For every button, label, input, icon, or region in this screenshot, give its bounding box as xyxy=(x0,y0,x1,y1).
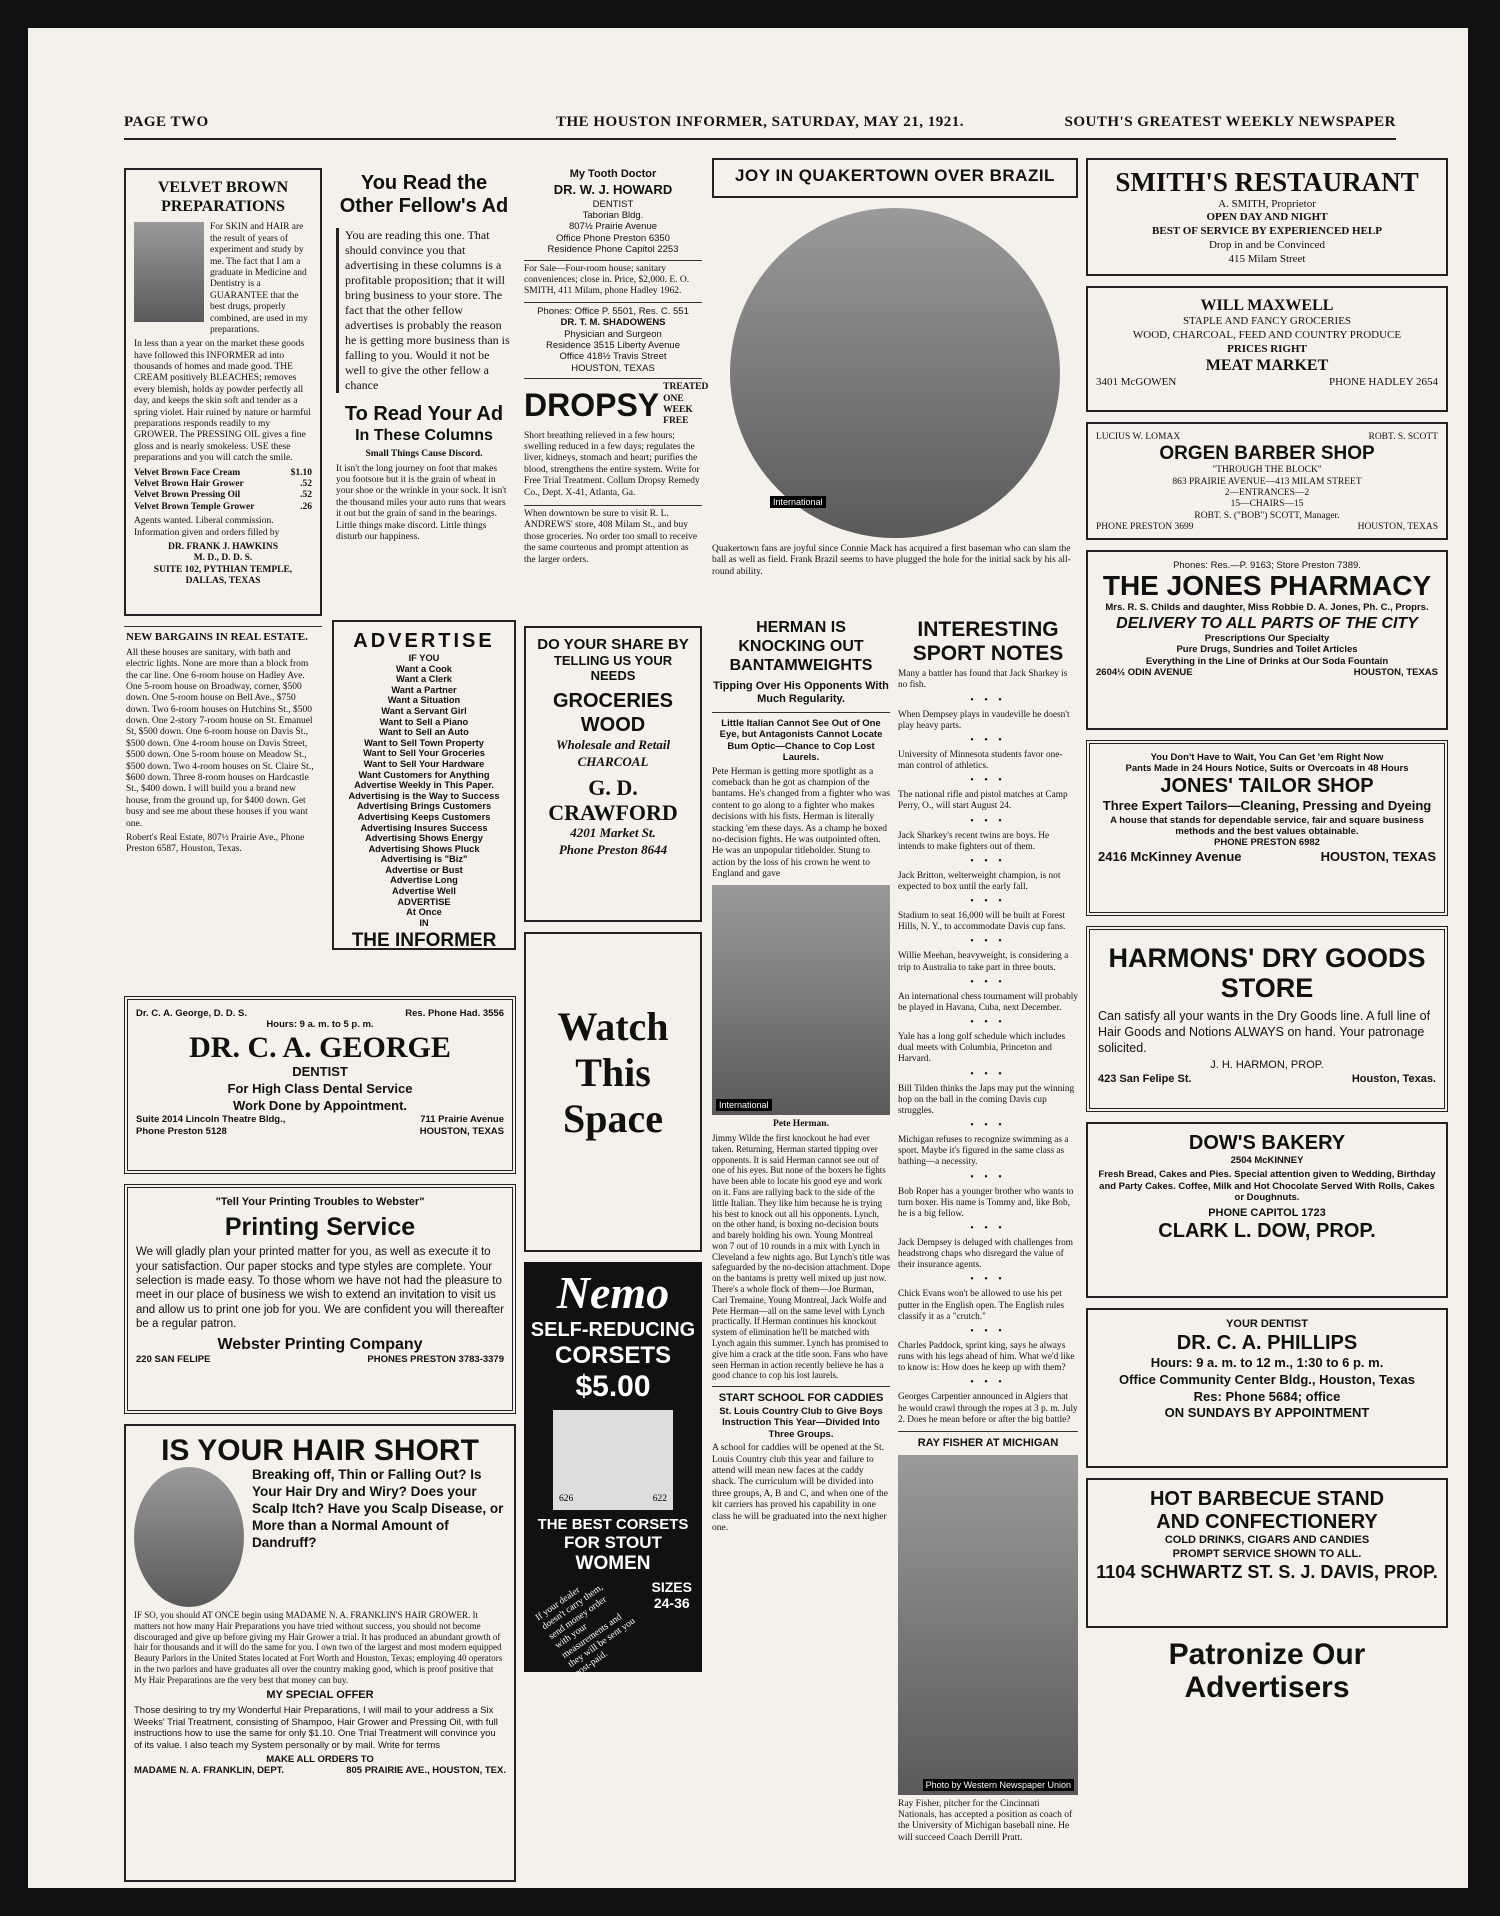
read-ad-title-2: To Read Your Ad xyxy=(344,403,504,425)
newspaper-page xyxy=(28,28,1468,1888)
real-estate-ad xyxy=(124,626,322,935)
advertise-line: Advertising Insures Success xyxy=(360,822,488,833)
sport-note: University of Minnesota students favor one-man control of athletics. xyxy=(898,749,1063,772)
advertise-line: Advertising is "Biz" xyxy=(380,854,468,865)
sport-note: When Dempsey plays in vaudeville he doesn't play heavy parts. xyxy=(898,709,1070,731)
hair-short-ad: IS YOUR HAIR SHORT Breaking off, Thin or Falling Out? Is Your Hair Dry and Wiry? Does your Scalp Itch? Have you Scalp Disease, or More than a Normal Amount of Dandruff? IF SO, you should AT ONCE begin using MADAME N. A. FRANKLIN'S HAIR GROWER. It matters not how many Hair Preparations you have tried without success, you should not become discouraged and give up before giving my Hair Grower a trial. It has produced an abundant growth of hair for thousands and it will do the same for you. I own two of the largest and most modern equipped Beauty Parlors in the United States located at Fort Worth and Houston, Texas; employing 40 operators in the two parlors and have graduates all over the country making good, which is proof positive that My Hair Preparations are the very best that money can buy. MY SPECIAL OFFER Those desiring to try my Wonderful Hair Preparations, I will mail to your address a Six Weeks' Trial Treatment, consisting of Shampoo, Hair Grower and Pressing Oil, with full instructions how to use the same for only $1.10. One Trial Treatment will convince you of its value. I also teach my System personally or by mail. Write for terms MAKE ALL ORDERS TO MADAME N. A. FRANKLIN, DEPT. 805 PRAIRIE AVE., HOUSTON, TEX. xyxy=(124,1424,516,1882)
advertise-line: Want to Sell Town Property xyxy=(364,737,484,748)
quaker-title: JOY IN QUAKERTOWN OVER BRAZIL xyxy=(735,166,1055,185)
sport-note: Willie Meehan, heavyweight, is considering a trip to Australia to take part in three bouts. xyxy=(898,951,1069,973)
harmon-ad: HARMONS' DRY GOODS STORE Can satisfy all your wants in the Dry Goods line. A full line of Hair Goods and Notions ALWAYS on hand. Your patronage solicited. J. H. HARMON, PROP. 423 San Felipe St. Houston, Texas. xyxy=(1086,926,1448,1112)
note-separator: • • • xyxy=(970,896,1006,908)
note-separator: • • • xyxy=(970,1017,1006,1029)
column-3 xyxy=(524,168,709,1828)
column-3-top xyxy=(524,168,709,616)
read-ad-title: You Read the Other Fellow's Ad xyxy=(339,172,509,217)
advertise-line: Advertise or Bust xyxy=(385,864,463,875)
howard-ad: My Tooth Doctor DR. W. J. HOWARD DENTIST Taborian Bldg. 807½ Prairie Avenue Office Phone Preston 6350 Residence Phone Capitol 2253 xyxy=(524,168,702,261)
quaker-title-box xyxy=(712,158,1078,198)
sport-notes-title: INTERESTING SPORT NOTES xyxy=(912,618,1064,666)
page-number: PAGE TWO xyxy=(124,114,209,130)
orgen-barber-ad: LUCIUS W. LOMAX ROBT. S. SCOTT ORGEN BARBER SHOP "THROUGH THE BLOCK" 863 PRAIRIE AVENUE—413 MILAM STREET 2—ENTRANCES—2 15—CHAIRS—15 ROBT. S. ("BOB") SCOTT, Manager. PHONE PRESTON 3699 HOUSTON, TEXAS xyxy=(1086,422,1448,540)
barbecue-ad: HOT BARBECUE STAND AND CONFECTIONERY COLD DRINKS, CIGARS AND CANDIES PROMPT SERVICE SHOWN TO ALL. 1104 SCHWARTZ ST. S. J. DAVIS, PROP. xyxy=(1086,1478,1448,1628)
advertise-footer: THE INFORMER xyxy=(351,930,497,952)
real-estate-body: All these houses are sanitary, with bath and electric lights. None are more than a block from the car line. One 6-room house on Hadley Ave. One 5-room house on Broadway, corner, $500 down. One 5-room house on Bell Ave., $750 down. Two 6-room houses on Hutchins St., $500 down. One 2-story 7-room house on St. Emanuel St, $500 down. One 6-room house on Davis St., $500 down. One 4-room house on Davis Street, $500 down. One 5-room house on Meadow St., $500 down. Two 4-room houses on St. Claire St., $600 down. Three 8-room houses on Hardcastle St., $400 down. I will build you a brand new house, from the ground up, for $400 down. Get busy and see me about these houses if you want one. xyxy=(126,647,314,829)
advertise-line: Want a Partner xyxy=(391,684,457,695)
discord-title: Small Things Cause Discord. xyxy=(365,449,483,460)
patronize-banner: Patronize Our Advertisers xyxy=(1168,1638,1366,1704)
for-sale-ad: For Sale—Four-room house; sanitary conveniences; close in. Price, $2,000. E. O. SMITH, 411 Milam, phone Hadley 1962. xyxy=(524,264,702,303)
velvet-intro: For SKIN and HAIR are the result of years of experiment and study by me. The fact that I am a graduate in Medicine and Dentistry is a GUARANTEE that the best drugs, properly combined, are used in my preparations. xyxy=(210,222,308,335)
sport-note: An international chess tournament will probably be played in Havana, Cuba, next December. xyxy=(898,991,1078,1013)
advertise-line: Advertising is the Way to Success xyxy=(348,790,500,801)
read-your-ad xyxy=(332,168,516,610)
advertise-line: Advertising Keeps Customers xyxy=(357,811,491,822)
note-separator: • • • xyxy=(970,1120,1006,1132)
velvet-signature: DR. FRANK J. HAWKINS M. D., D. D. S. SUITE 102, PYTHIAN TEMPLE, DALLAS, TEXAS xyxy=(153,541,293,587)
maxwell-ad: WILL MAXWELL STAPLE AND FANCY GROCERIES WOOD, CHARCOAL, FEED AND COUNTRY PRODUCE PRICES RIGHT MEAT MARKET 3401 McGOWEN PHONE HADLEY 2654 xyxy=(1086,286,1448,412)
read-ad-body: You are reading this one. That should convince you that advertising in these columns is a profitable proposition; that it will bring business to your store. The fact that the other fellow advertises is probably the reason he is getting more business than is falling to you. Would it not be well to give the other fellow a chance xyxy=(336,228,512,393)
printing-ad: "Tell Your Printing Troubles to Webster" Printing Service We will gladly plan your printed matter for you, as well as execute it to your satisfaction. Our paper stocks and type styles are complete. Your selection is made easy. To those whom we have not had the pleasure to meet in our place of business we wish to extend an invitation to visit us and allow us to print one job for you. We are confident you will thereafter be a regular patron. Webster Printing Company 220 SAN FELIPE PHONES PRESTON 3783-3379 xyxy=(124,1184,516,1414)
note-separator: • • • xyxy=(970,1377,1006,1389)
sport-note: Yale has a long golf schedule which includes dual meets with Columbia, Princeton and Harvard. xyxy=(898,1032,1066,1065)
corset-illustration: 626 622 xyxy=(553,1410,673,1510)
sport-note: Many a battler has found that Jack Sharkey is no fish. xyxy=(898,669,1068,691)
quaker-caption: Quakertown fans are joyful since Connie Mack has acquired a first baseman who can slam the ball as well as field. Frank Brazil seems to have plugged the hole for the initial sack by his all-round ability. xyxy=(712,544,1071,577)
advertise-line: ADVERTISE xyxy=(397,896,451,907)
brazil-photo: International xyxy=(730,208,1060,538)
herman-column: HERMAN IS KNOCKING OUT BANTAMWEIGHTS Tipping Over His Opponents With Much Regularity. Little Italian Cannot See Out of One Eye, but Antagonists Cannot Locate Bum Optic—Chance to Cop Lost Laurels. Pete Herman is getting more spotlight as a comeback than he got as champion of the bantams. He's changed from a fighter who was content to go along to a fighter who makes decisions with his fists. Herman is literally stacking 'em these days. As a champ he boxed no-decision fights. He was outpointed often. He was an unpopular titleholder. Stung to action by the loss of his crown he went to England and gave International Pete Herman. Jimmy Wilde the first knockout he had ever taken. Returning, Herman started tipping over opponents. It is said Herman cannot see out of one of his eyes. But none of the boxers he fights have been able to locate his good eye and work on it. Fans are rallying back to the side of the little Italian. They like him because he is trying his best to knock out all his opponents. Lynch, on the other hand, is boxing no-decision bouts and barely holding his own. Young Montreal won 7 out of 10 rounds in a mix with Lynch in Cleveland a few nights ago. But Lynch's title was safeguarded by the no-decision attachment. Dope on the bantams is pretty well mixed up just now. There's a whole flock of them—Joe Burman, Carl Tremaine, Young Montreal, Jack Wolfe and Pete Herman—all on the same level with Lynch practically. If Herman continues his knockout system of elimination he'll be matched with Lynch again this summer. Lynch has promised to give him a crack at the title soon. Fans who have seen Herman in action recently believe he has a good chance to cop his lost laurels. START SCHOOL FOR CADDIES St. Louis Country Club to Give Boys Instruction This Year—Divided Into Three Groups. A school for caddies will be opened at the St. Louis Country club this year and failure to attend will mean new faces at the caddy shack. The curriculum will be divided into three groups, A, B and C, and when one of the kit carriers has proved his capability in one class he will be graduated into the next higher one. xyxy=(712,619,890,1533)
velvet-agents: Agents wanted. Liberal commission. Information given and orders filled by xyxy=(134,516,280,538)
phillips-ad: YOUR DENTIST DR. C. A. PHILLIPS Hours: 9 a. m. to 12 m., 1:30 to 6 p. m. Office Community Center Bldg., Houston, Texas Res: Phone 5684; office ON SUNDAYS BY APPOINTMENT xyxy=(1086,1308,1448,1468)
real-estate-title: NEW BARGAINS IN REAL ESTATE. xyxy=(126,631,308,643)
woman-portrait xyxy=(134,1467,244,1607)
herman-photo: International xyxy=(712,885,890,1115)
advertise-line: Advertising Shows Energy xyxy=(365,833,483,844)
paper-slogan: SOUTH'S GREATEST WEEKLY NEWSPAPER xyxy=(1064,114,1396,130)
caddies-title: START SCHOOL FOR CADDIES xyxy=(718,1392,884,1405)
sport-note: Chick Evans won't be allowed to use his pet putter in the English open. The English rules classify it as a "crutch." xyxy=(898,1289,1065,1322)
note-separator: • • • xyxy=(970,1325,1006,1337)
sport-note: The national rifle and pistol matches at Camp Perry, O., will start August 24. xyxy=(898,790,1068,812)
advertise-line: Advertising Brings Customers xyxy=(356,801,492,812)
note-separator: • • • xyxy=(970,1171,1006,1183)
george-name: DR. C. A. GEORGE xyxy=(189,1030,451,1064)
advertise-line: Want to Sell a Piano xyxy=(379,716,469,727)
doctor-portrait xyxy=(134,222,204,322)
note-separator: • • • xyxy=(970,1068,1006,1080)
sport-note: Jack Britton, welterweight champion, is not expected to box until the early fall. xyxy=(898,870,1061,892)
sport-note: Bob Roper has a younger brother who wants to turn boxer. His name is Tommy and, like Bob, he is a big fellow. xyxy=(898,1186,1074,1219)
advertise-line: Advertise Weekly in This Paper. xyxy=(354,780,494,791)
sport-note: Bill Tilden thinks the Japs may put the winning hop on the ball in the coming Davis cup struggles. xyxy=(898,1083,1075,1116)
note-separator: • • • xyxy=(970,694,1006,706)
wide-left-ads xyxy=(124,996,516,1892)
note-separator: • • • xyxy=(970,976,1006,988)
note-separator: • • • xyxy=(970,815,1006,827)
advertise-lines xyxy=(342,653,506,928)
jones-pharmacy-ad: Phones: Res.—P. 9163; Store Preston 7389. THE JONES PHARMACY Mrs. R. S. Childs and daughter, Miss Robbie D. A. Jones, Ph. C., Proprs. DELIVERY TO ALL PARTS OF THE CITY Prescriptions Our Specialty Pure Drugs, Sundries and Toilet Articles Everything in the Line of Drinks at Our Soda Fountain 2604½ ODIN AVENUE HOUSTON, TEXAS xyxy=(1086,550,1448,730)
advertise-line: Want a Cook xyxy=(396,663,452,674)
velvet-brown-ad xyxy=(124,168,322,616)
note-separator: • • • xyxy=(970,734,1006,746)
velvet-product-list: Velvet Brown Face Cream $1.10 Velvet Brown Hair Grower .52 Velvet Brown Pressing Oil .52 Velvet Brown Temple Grower .26 xyxy=(134,467,312,512)
andrews-ad: When downtown be sure to visit R. L. ANDREWS' store, 408 Milam St., and buy those groceries. No order too small to receive the same courteous and prompt attention as the larger orders. xyxy=(524,509,698,565)
herman-title: HERMAN IS KNOCKING OUT BANTAMWEIGHTS xyxy=(729,619,873,675)
sport-notes-column: INTERESTING SPORT NOTES Many a battler has found that Jack Sharkey is no fish. • • • When Dempsey plays in vaudeville he doesn't play heavy parts. • • • University of Minnesota students favor one-man control of athletics. • • • The national rifle and pistol matches at Camp Perry, O., will start August 24. • • • Jack Sharkey's recent twins are boys. He intends to make fighters out of them. • • • Jack Britton, welterweight champion, is not expected to box until the early fall. • • • Stadium to seat 16,000 will be built at Forest Hills, N. Y., to accommodate Davis cup fans. • • • Willie Meehan, heavyweight, is considering a trip to Australia to take part in three bouts. • • • An international chess tournament will probably be played in Havana, Cuba, next December. • • • Yale has a long golf schedule which includes dual meets with Columbia, Princeton and Harvard. • • • Bill Tilden thinks the Japs may put the winning hop on the ball in the coming Davis cup struggles. • • • Michigan refuses to recognize swimming as a sport. Maybe it's figured in the same class as bathing—a necessity. • • • Bob Roper has a younger brother who wants to turn boxer. His name is Tommy and, like Bob, he is a big fellow. • • • Jack Dempsey is deluged with challenges from headstrong chaps who disregard the value of their insurance agents. • • • Chick Evans won't be allowed to use his pet putter in the English open. The English rules classify it as a "crutch." • • • Charles Paddock, sprint king, says he always runs with his legs ahead of him. What we'd like to know is: How does he keep up with them? • • • Georges Carpentier announced in Algiers that he would crawl through the ropes at 3 p. m. July 2. Does he mean before or after the big battle? RAY FISHER AT MICHIGAN Photo by Western Newspaper Union Ray Fisher, pitcher for the Cincinnati Nationals, has accepted a position as coach of the University of Michigan baseball nine. He will succeed Coach Derrill Pratt. xyxy=(898,618,1078,1843)
note-separator: • • • xyxy=(970,855,1006,867)
jones-tailor-ad: You Don't Have to Wait, You Can Get 'em Right Now Pants Made in 24 Hours Notice, Suits or Overcoats in 48 Hours JONES' TAILOR SHOP Three Expert Tailors—Cleaning, Pressing and Dyeing A house that stands for dependable service, fair and square business methods and the best values obtainable. PHONE PRESTON 6982 2416 McKinney Avenue HOUSTON, TEXAS xyxy=(1086,740,1448,916)
fisher-photo: Photo by Western Newspaper Union xyxy=(898,1455,1078,1795)
sport-note: Jack Sharkey's recent twins are boys. He intends to make fighters out of them. xyxy=(898,830,1050,852)
crawford-ad: DO YOUR SHARE BY TELLING US YOUR NEEDS GROCERIES WOOD Wholesale and Retail CHARCOAL G. D. CRAWFORD 4201 Market St. Phone Preston 8644 xyxy=(524,626,702,922)
advertise-line: Want Customers for Anything xyxy=(358,769,490,780)
sport-note: Michigan refuses to recognize swimming as a sport. Maybe it's figured in the same class as bathing—a necessity. xyxy=(898,1135,1069,1168)
watch-this-space: Watch This Space xyxy=(524,932,702,1252)
advertise-title: ADVERTISE xyxy=(353,630,495,652)
fisher-title: RAY FISHER AT MICHIGAN xyxy=(917,1436,1059,1449)
advertise-line: Want a Servant Girl xyxy=(381,705,467,716)
velvet-title: VELVET BROWN PREPARATIONS xyxy=(157,179,289,216)
real-estate-sign: Robert's Real Estate, 807½ Prairie Ave., Phone Preston 6587, Houston, Texas. xyxy=(126,833,305,855)
george-ad: Dr. C. A. George, D. D. S. Res. Phone Had. 3556 Hours: 9 a. m. to 5 p. m. DR. C. A. GEORGE DENTIST For High Class Dental Service Work Done by Appointment. Suite 2014 Lincoln Theatre Bldg., 711 Prairie Avenue Phone Preston 5128 HOUSTON, TEXAS xyxy=(124,996,516,1174)
discord-body: It isn't the long journey on foot that makes you footsore but it is the grain of wheat in your shoe or the wrinkle in your sock. It isn't the thousand miles your auto runs that wears it out but the grain of sand in the bearings. Little things make discord. Little things disturb our happiness. xyxy=(336,463,507,542)
advertise-line: Advertise Well xyxy=(392,886,456,897)
advertise-line: Want to Sell an Auto xyxy=(379,727,469,738)
note-separator: • • • xyxy=(970,775,1006,787)
advertise-line: Want a Situation xyxy=(387,695,461,706)
advertise-line: Want to Sell Your Hardware xyxy=(363,758,485,769)
shadowens-ad: Phones: Office P. 5501, Res. C. 551 DR. T. M. SHADOWENS Physician and Surgeon Residence 3515 Liberty Avenue Office 418½ Travis Street HOUSTON, TEXAS xyxy=(524,306,702,379)
nemo-dealer-note: If your dealer doesn't carry them, send money order with your measurements and they will be sent you post-paid. xyxy=(534,1582,638,1679)
advertise-line: IN xyxy=(419,917,429,928)
advertise-line: At Once xyxy=(406,907,442,918)
column-6 xyxy=(1086,158,1448,1828)
paper-dateline: THE HOUSTON INFORMER, SATURDAY, MAY 21, 1921. xyxy=(555,114,965,130)
sport-note: Charles Paddock, sprint king, says he always runs with his legs ahead of him. What we'd like to know is: How does he keep up with them? xyxy=(898,1340,1075,1374)
sport-note: Stadium to seat 16,000 will be built at Forest Hills, N. Y., to accommodate Davis cup fans. xyxy=(898,911,1066,933)
advertise-line: Advertising Shows Pluck xyxy=(368,843,480,854)
advertise-line: Want to Sell Your Groceries xyxy=(363,748,485,759)
nemo-corset-ad: Nemo SELF-REDUCING CORSETS $5.00 626 622 THE BEST CORSETS FOR STOUT WOMEN If your dealer doesn't carry them, send money order with your measurements and they will be sent you post-paid. SIZES 24-36 xyxy=(524,1262,702,1672)
masthead xyxy=(124,104,1396,140)
sport-note: Jack Dempsey is deluged with challenges from headstrong chaps who disregard the value of their insurance agents. xyxy=(898,1237,1074,1271)
read-ad-title-3: In These Columns xyxy=(355,427,493,444)
note-separator: • • • xyxy=(970,1274,1006,1286)
velvet-body: In less than a year on the market these goods have followed this INFORMER ad into thousands of homes and made good. THE CREAM positively BLEACHES; removes every blemish, holds ay powder perfectly all day, and keeps the skin soft and tender as a spring violet. Hair ruined by nature or harmful preparations responds readily to my GROWER. The PRESSING OIL gives a fine gloss and is nearly smokeless. USE these preparations and you will catch the smile. xyxy=(134,339,311,464)
advertise-line: IF YOU xyxy=(408,653,440,663)
note-separator: • • • xyxy=(970,1222,1006,1234)
dow-bakery-ad: DOW'S BAKERY 2504 McKINNEY Fresh Bread, Cakes and Pies. Special attention given to Wedding, Birthday and Party Cakes. Coffee, Milk and Hot Chocolate Served With Rolls, Cakes or Doughnuts. PHONE CAPITOL 1723 CLARK L. DOW, PROP. xyxy=(1086,1122,1448,1298)
nemo-brand: Nemo xyxy=(556,1267,670,1318)
smith-restaurant-ad: SMITH'S RESTAURANT A. SMITH, Proprietor OPEN DAY AND NIGHT BEST OF SERVICE BY EXPERIENCED HELP Drop in and be Convinced 415 Milam Street xyxy=(1086,158,1448,276)
sport-notes-list xyxy=(898,669,1078,1426)
advertise-line: Want a Clerk xyxy=(396,674,452,685)
dropsy-ad: DROPSY TREATED ONE WEEK FREE Short breathing relieved in a few hours; swelling reduced in a few days; regulates the liver, kidneys, stomach and heart; purifies the blood, strengthens the entire system. Write for Free Trial Treatment. Collum Dropsy Remedy Co., Dept. X-41, Atlanta, Ga. xyxy=(524,379,702,506)
advertise-box xyxy=(332,620,516,950)
advertise-line: Advertise Long xyxy=(390,875,458,886)
sport-note: Georges Carpentier announced in Algiers that he would crawl through the ropes at 3 p. m. July 2. Does he mean before or after the big battle? xyxy=(898,1392,1078,1425)
note-separator: • • • xyxy=(970,936,1006,948)
sports-area xyxy=(712,158,1078,581)
